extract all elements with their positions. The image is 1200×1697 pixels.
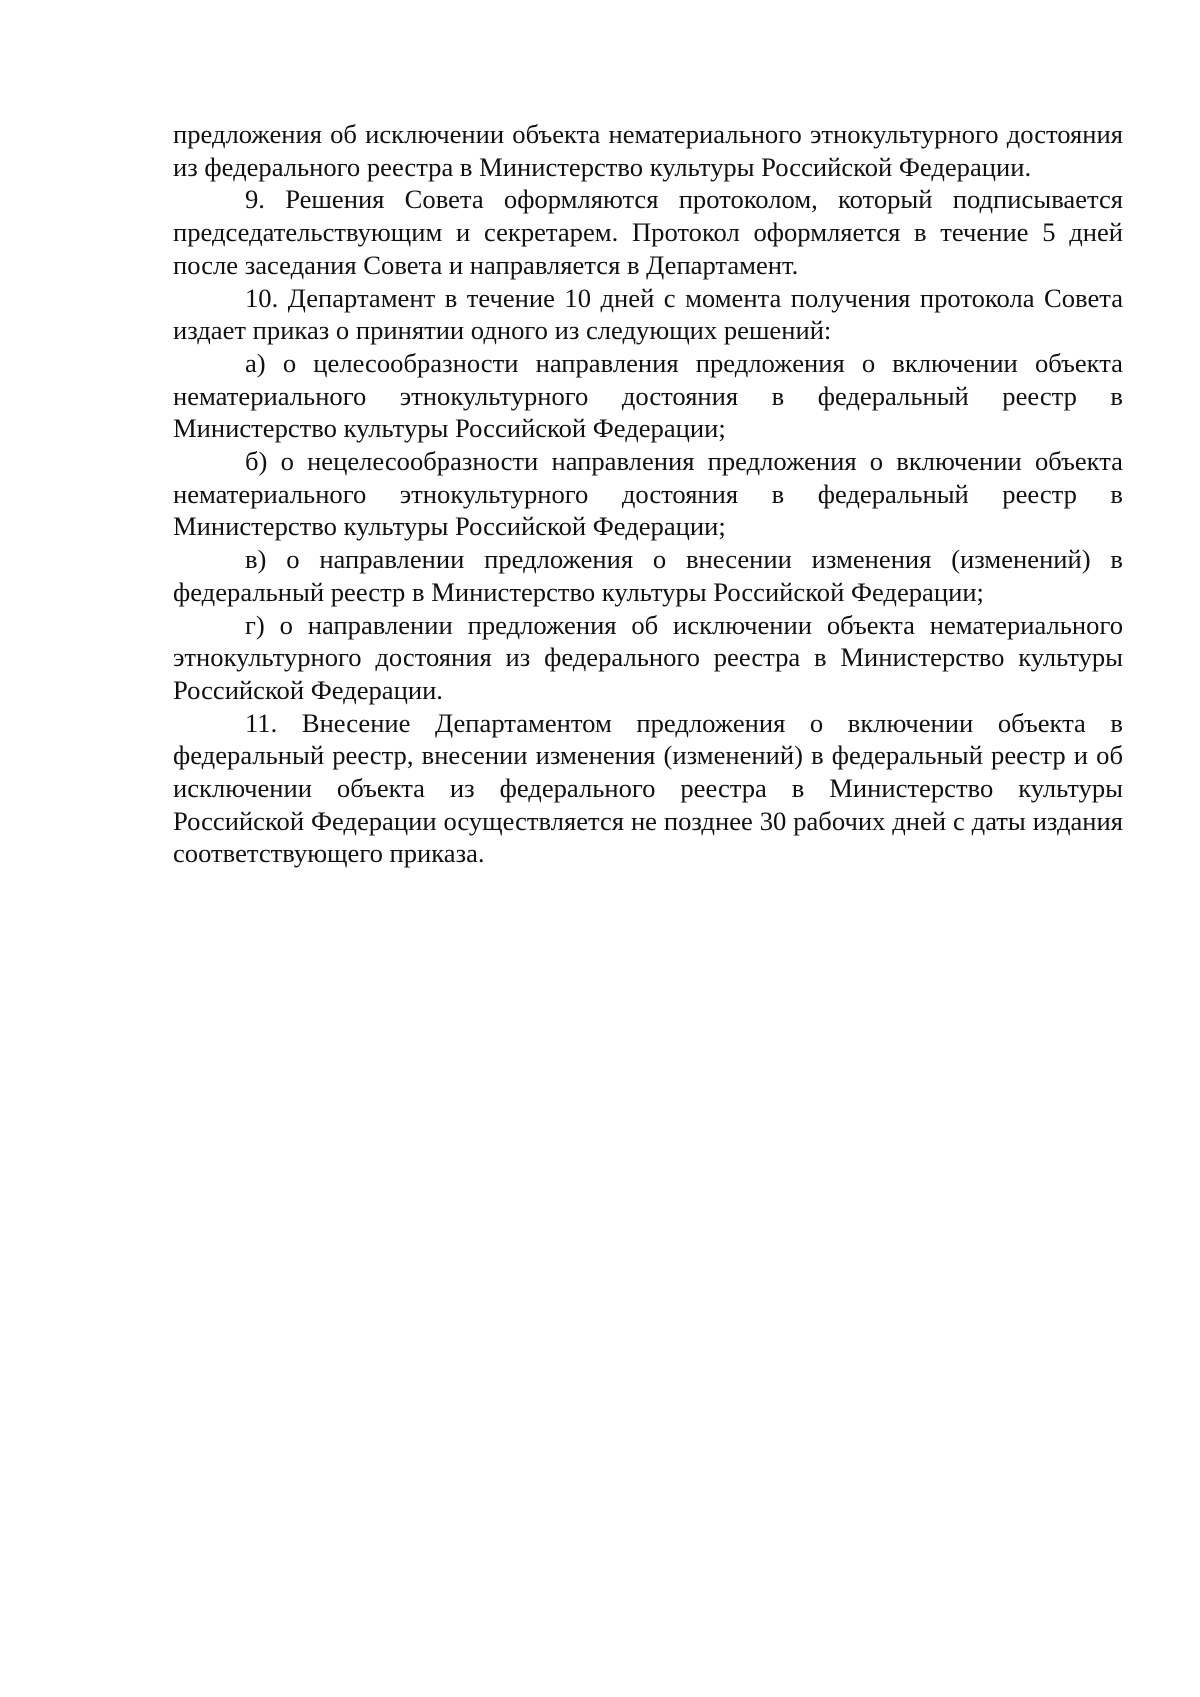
paragraph-8-continuation: предложения об исключении объекта нематериального этнокультурного достояния из федерального реестра в Министерство культуры Российской Федерации. <box>173 119 1123 182</box>
paragraph-10-item-b: б) о нецелесообразности направления предложения о включении объекта нематериального этнокультурного достояния в федеральный реестр в Министерство культуры Российской Федерации; <box>173 446 1123 542</box>
document-body <box>173 118 1123 870</box>
paragraph-10: 10. Департамент в течение 10 дней с момента получения протокола Совета издает приказ о принятии одного из следующих решений: <box>173 282 1123 346</box>
paragraph-10-item-g: г) о направлении предложения об исключении объекта нематериального этнокультурного достояния из федерального реестра в Министерство культуры Российской Федерации. <box>173 609 1123 705</box>
paragraph-11: 11. Внесение Департаментом предложения о включении объекта в федеральный реестр, внесении изменения (изменений) в федеральный реестр и об исключении объекта из федерального реестра в Министерство культуры Российской Федерации осуществляется не позднее 30 рабочих дней с даты издания соответствующего приказа. <box>173 707 1123 869</box>
paragraph-10-item-a: а) о целесообразности направления предложения о включении объекта нематериального этнокультурного достояния в федеральный реестр в Министерство культуры Российской Федерации; <box>173 347 1123 444</box>
paragraph-9: 9. Решения Совета оформляются протоколом, который подписывается председательствующим и секретарем. Протокол оформляется в течение 5 дней после заседания Совета и направляется в Департамент. <box>173 184 1123 280</box>
paragraph-10-item-v: в) о направлении предложения о внесении изменения (изменений) в федеральный реестр в Министерство культуры Российской Федерации; <box>173 544 1123 607</box>
